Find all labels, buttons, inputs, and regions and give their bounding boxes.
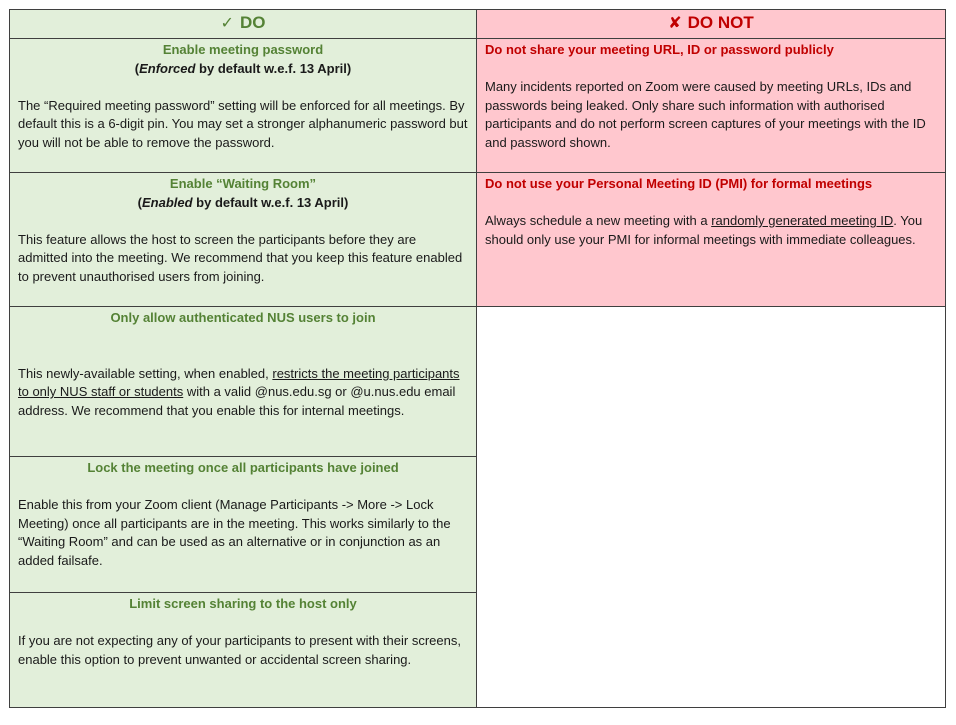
dont-header-label: DO NOT <box>687 13 754 33</box>
row-3 <box>10 307 946 457</box>
empty-cell <box>477 307 946 708</box>
do-subtitle: (Enforced by default w.e.f. 13 April) <box>134 60 352 76</box>
dont-body: Always schedule a new meeting with a randomly generated meeting ID. You should only use your PMI for informal meetings with immediate colleagues. <box>485 213 923 247</box>
do-cell-waiting-room <box>10 173 477 307</box>
do-dont-table <box>9 9 946 708</box>
header-row <box>10 10 946 39</box>
do-body: This feature allows the host to screen the participants before they are admitted into the meeting. We recommend that you keep this feature enabled to prevent unauthorised users from joining. <box>18 231 463 284</box>
row-1 <box>10 39 946 173</box>
do-cell-lock <box>10 457 477 593</box>
dont-body: Many incidents reported on Zoom were caused by meeting URLs, IDs and passwords being leaked. Only share such information with authorised participants and do not perform screen captures of your meetings with the ID and password shown. <box>485 79 926 150</box>
dont-cell-pmi <box>477 173 946 307</box>
check-mark-icon: ✓ <box>220 15 234 33</box>
do-cell-screen-share <box>10 593 477 708</box>
do-body: The “Required meeting password” setting will be enforced for all meetings. By default this is a 6-digit pin. You may set a stronger alphanumeric password but you will not be able to remove the password. <box>18 97 468 150</box>
dont-title: Do not use your Personal Meeting ID (PMI) for formal meetings <box>485 176 873 191</box>
do-header <box>10 10 477 39</box>
do-body: Enable this from your Zoom client (Manage Participants -> More -> Lock Meeting) once all participants are in the meeting. This works similarly to the “Waiting Room” and can be used as an alternative or in conjunction as an added failsafe. <box>18 497 451 568</box>
dont-title: Do not share your meeting URL, ID or password publicly <box>485 42 834 57</box>
cross-mark-icon: ✘ <box>668 15 682 33</box>
do-title: Limit screen sharing to the host only <box>129 596 357 611</box>
do-body: If you are not expecting any of your participants to present with their screens, enable this option to prevent unwanted or accidental screen sharing. <box>18 633 461 667</box>
do-cell-authenticated <box>10 307 477 457</box>
do-header-label: DO <box>239 13 266 33</box>
dont-header <box>477 10 946 39</box>
row-2 <box>10 173 946 307</box>
do-title: Enable “Waiting Room” <box>169 176 317 191</box>
do-subtitle: (Enabled by default w.e.f. 13 April) <box>137 194 349 210</box>
restriction-emphasis: restricts the meeting participants to only NUS staff or students <box>18 365 460 400</box>
do-title: Enable meeting password <box>162 42 324 57</box>
do-cell-password <box>10 39 477 173</box>
do-title: Lock the meeting once all participants have joined <box>87 460 399 475</box>
do-title: Only allow authenticated NUS users to join <box>110 310 376 325</box>
random-id-emphasis: randomly generated meeting ID <box>711 213 894 229</box>
do-body: This newly-available setting, when enabled, restricts the meeting participants to only NUS staff or students with a valid @nus.edu.sg or @u.nus.edu email address. We recommend that you enable this for internal meetings. <box>18 365 460 418</box>
dont-cell-share <box>477 39 946 173</box>
